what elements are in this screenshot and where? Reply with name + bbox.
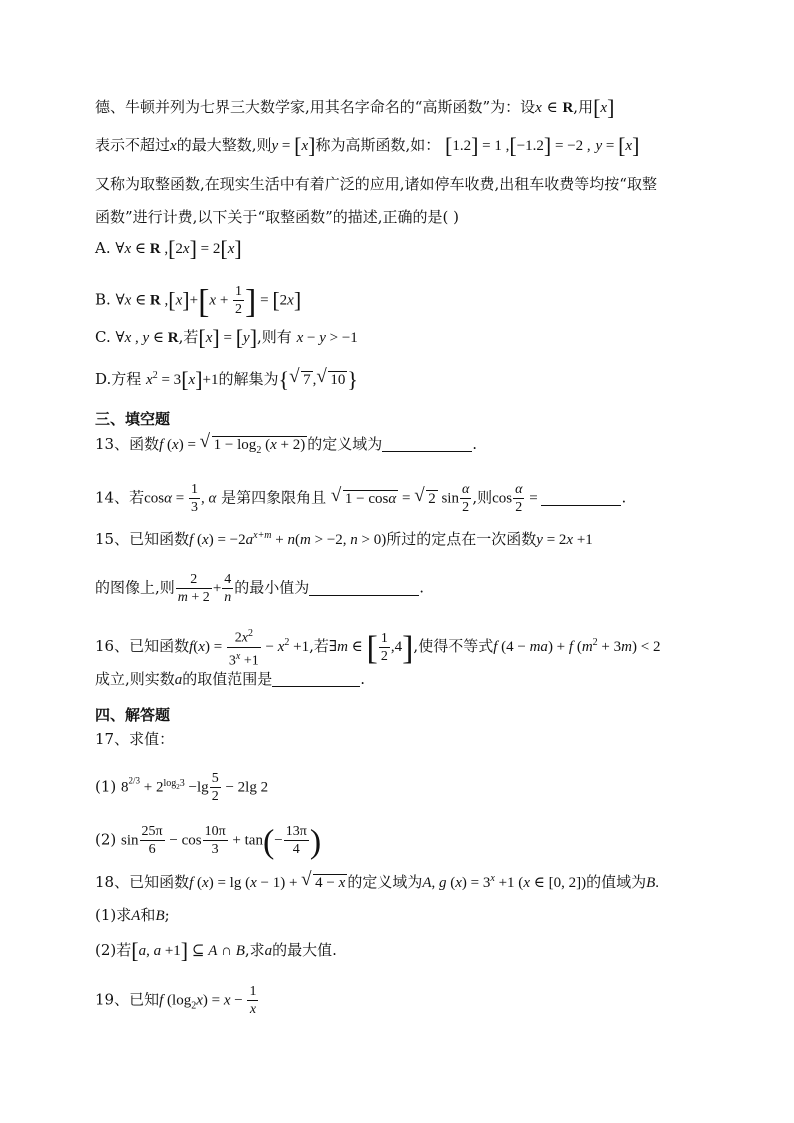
question-15-cont: 的图像上,则 $\frac{2}{m + 2}$ + $\frac{4}{n}$ 的最小值为 .: [95, 572, 425, 605]
question-17-part-2: (2) sin $\frac{25\pi}{6}$ − cos $\frac{10\pi}{3}$ + tan(− $\frac{13\pi}{4}$ ): [95, 823, 322, 861]
intro-line-4: 函数”进行计费,以下关于“取整函数”的描述,正确的是( ): [95, 208, 460, 226]
question-16: 16、已知函数f(x) = $\frac{2x^2}{3^x +1}$ − $x^2 +1$,若∃m ∈ [ $\frac{1}{2}$ ,4],使得不等式f (4 − ma) + f $(m^2 + 3m) < 2$: [95, 625, 660, 669]
answer-blank-16[interactable]: [272, 672, 360, 687]
question-17: 17、求值：: [95, 730, 175, 748]
answer-blank-13[interactable]: [382, 437, 472, 452]
question-13: 13、函数f (x) = √ $1 - \log_2 (x + 2)$ 的定义域为 .: [95, 434, 477, 459]
question-19: 19、已知f $(\log_2x) = x$ − $\frac{1}{x}$: [95, 984, 257, 1017]
option-c: C. ∀x , y ∈ R,若[x] = [y],则有 x − y > −1: [95, 325, 358, 350]
question-18-part-2: (2)若[a, a +1] ⊆ A ∩ B,求a的最大值.: [95, 938, 337, 963]
intro-line-1: 德、牛顿并列为七界三大数学家,用其名字命名的“高斯函数”为：设x ∈ R,用[x]: [95, 95, 615, 120]
section-4-heading: 四、解答题: [95, 706, 171, 724]
intro-line-2: 表示不超过x的最大整数,则y = [x]称为高斯函数,如： [1.2] = 1 ,[−1.2] = −2 , y = [x]: [95, 133, 640, 158]
answer-blank-14[interactable]: [541, 491, 621, 506]
answer-blank-15[interactable]: [309, 581, 419, 596]
option-d: D.方程 $x^2 = 3[x]+1$的解集为{√ 7 ,√ 10}: [95, 366, 358, 390]
section-3-heading: 三、填空题: [95, 410, 171, 428]
question-14: 14、若cosα = $\frac{1}{3}$ , α 是第四象限角且 √ 1 − cosα = √ 2 sin $\frac{\alpha}{2}$ ,则cos $\frac{\alpha}{2}$ = .: [95, 481, 626, 516]
math-x-in-R: x: [535, 100, 542, 116]
option-a: A. ∀x ∈ R ,[2x] = 2[x]: [95, 236, 242, 261]
question-18: 18、已知函数f (x) = lg (x − 1) + √ 4 − x 的定义域为A, g $(x) = 3^x +1$ (x ∈ [0, 2])的值域为B.: [95, 869, 659, 893]
question-15: 15、已知函数f $(x) = -2a^{x+m} + n(m > -2$, n > 0)所过的定点在一次函数y = 2x +1: [95, 530, 593, 548]
option-b: B. ∀x ∈ R ,[x]+[x + $\frac{1}{2}$ ] = [2x]: [95, 283, 302, 321]
question-16-cont: 成立,则实数a的取值范围是 .: [95, 670, 366, 688]
question-17-part-1: (1) $8^{2/3} + 2^{log_23} -\lg$ $\frac{5}{2}$ − 2lg 2: [95, 771, 269, 804]
question-18-part-1: (1)求A和B;: [95, 906, 170, 924]
intro-line-3: 又称为取整函数,在现实生活中有着广泛的应用,诸如停车收费,出租车收费等均按“取整: [95, 175, 657, 193]
